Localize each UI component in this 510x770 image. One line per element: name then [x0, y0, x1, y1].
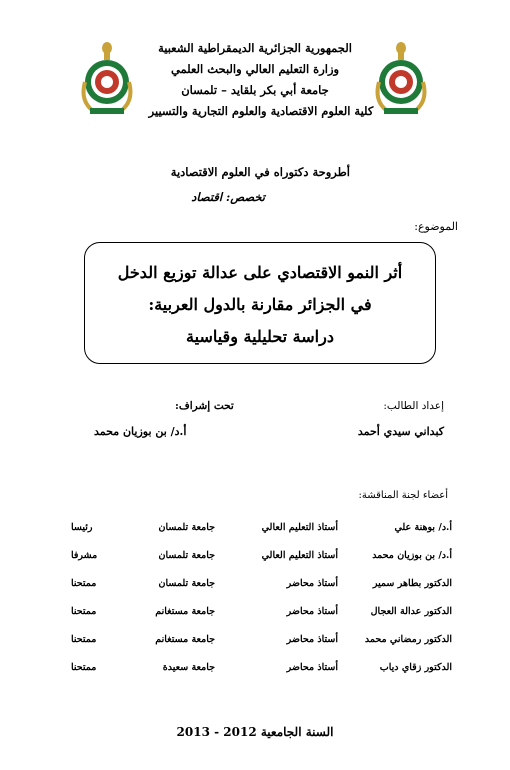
- member-role: مشرفا: [71, 550, 98, 561]
- member-role: ممتحنا: [71, 606, 97, 617]
- member-rank: أستاذ محاضر: [286, 634, 338, 645]
- member-role: رئيسا: [71, 522, 93, 533]
- committee-row: [0, 606, 510, 634]
- student-label: إعداد الطالب:: [383, 400, 444, 412]
- member-name: أ.د/ بن بوزيان محمد: [372, 550, 452, 561]
- subject-label: الموضوع:: [414, 220, 458, 233]
- committee-row: [0, 634, 510, 662]
- committee-row: [0, 522, 510, 550]
- member-role: ممتحنا: [71, 634, 97, 645]
- university-emblem-icon: [78, 40, 136, 118]
- title-line-1: أثر النمو الاقتصادي على عدالة توزيع الدخل: [117, 263, 403, 282]
- header-faculty: كلية العلوم الاقتصادية والعلوم التجارية والتسيير: [148, 104, 374, 118]
- member-rank: أستاذ محاضر: [286, 606, 338, 617]
- header-university: جامعة أبي بكر بلقايد – تلمسان: [181, 83, 329, 97]
- supervisor-label: تحت إشراف:: [175, 400, 234, 412]
- committee-row: [0, 662, 510, 690]
- member-rank: أستاذ التعليم العالي: [261, 522, 338, 533]
- thesis-type: أطروحة دكتوراه في العلوم الاقتصادية: [170, 165, 350, 179]
- member-university: جامعة مستغانم: [155, 606, 215, 617]
- title-line-2: في الجزائر مقارنة بالدول العربية:: [148, 295, 372, 314]
- member-university: جامعة تلمسان: [158, 578, 215, 589]
- member-role: ممتحنا: [71, 662, 97, 673]
- committee-row: [0, 550, 510, 578]
- member-name: الدكتور زقاي دياب: [379, 662, 452, 673]
- member-university: جامعة تلمسان: [158, 550, 215, 561]
- supervisor-name: أ.د/ بن بوزيان محمد: [94, 425, 187, 438]
- thesis-title-box: [84, 242, 436, 364]
- title-line-3: دراسة تحليلية وقياسية: [186, 327, 334, 346]
- member-role: ممتحنا: [71, 578, 97, 589]
- member-name: أ.د/ بوهنة علي: [394, 522, 452, 533]
- member-name: الدكتور عدالة العجال: [370, 606, 452, 617]
- member-name: الدكتور بطاهر سمير: [372, 578, 452, 589]
- member-university: جامعة مستغانم: [155, 634, 215, 645]
- specialty: تخصص: اقتصاد: [191, 190, 265, 204]
- institution-header: [140, 38, 374, 122]
- committee-label: أعضاء لجنة المناقشة:: [358, 490, 448, 501]
- committee-list: [0, 522, 510, 690]
- academic-year: السنة الجامعية 2012 - 2013: [176, 725, 334, 739]
- member-rank: أستاذ التعليم العالي: [261, 550, 338, 561]
- member-name: الدكتور رمضاني محمد: [364, 634, 452, 645]
- member-rank: أستاذ محاضر: [286, 662, 338, 673]
- member-university: جامعة تلمسان: [158, 522, 215, 533]
- member-university: جامعة سعيدة: [162, 662, 215, 673]
- header-republic: الجمهورية الجزائرية الديمقراطية الشعبية: [158, 41, 352, 55]
- committee-row: [0, 578, 510, 606]
- student-name: كبداني سيدي أحمد: [357, 425, 444, 438]
- member-rank: أستاذ محاضر: [286, 578, 338, 589]
- header-ministry: وزارة التعليم العالي والبحث العلمي: [170, 62, 340, 76]
